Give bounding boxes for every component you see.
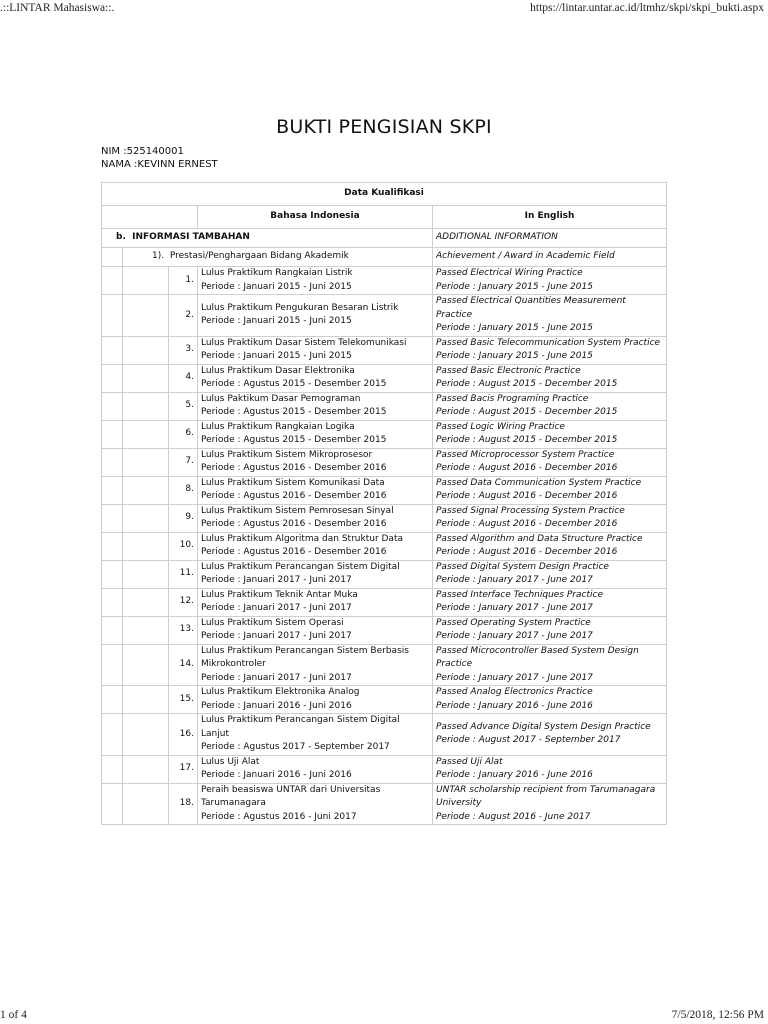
row-number: 1. — [169, 267, 198, 295]
table-row — [102, 532, 667, 560]
row-english — [433, 644, 667, 686]
achievement-period-en: Periode : January 2015 - June 2015 — [436, 351, 593, 361]
achievement-period-en: Periode : August 2015 - December 2015 — [436, 435, 618, 445]
table-caption: Data Kualifikasi — [102, 183, 667, 206]
table-row — [102, 448, 667, 476]
row-indonesian — [198, 714, 433, 756]
achievement-period-id: Periode : Januari 2017 - Juni 2017 — [201, 575, 352, 585]
blank-cell — [102, 714, 123, 756]
achievement-title-id: Lulus Uji Alat — [201, 756, 260, 767]
subsection-label-en: Achievement / Award in Academic Field — [433, 248, 667, 267]
blank-cell — [123, 560, 169, 588]
student-nim: NIM :525140001 — [101, 146, 184, 157]
page-url: https://lintar.untar.ac.id/ltmhz/skpi/skpi_bukti.aspx — [530, 2, 764, 14]
achievement-title-en: Passed Algorithm and Data Structure Practice — [436, 533, 643, 544]
row-english — [433, 420, 667, 448]
achievement-title-en: Passed Data Communication System Practice — [436, 477, 642, 488]
blank-cell — [123, 295, 169, 337]
achievement-period-en: Periode : August 2016 - December 2016 — [436, 491, 618, 501]
row-number: 3. — [169, 336, 198, 364]
blank-cell — [123, 714, 169, 756]
achievement-title-en: Passed Logic Wiring Practice — [436, 421, 565, 432]
table-row — [102, 420, 667, 448]
achievement-period-id: Periode : Agustus 2016 - Desember 2016 — [201, 491, 387, 501]
blank-cell — [102, 504, 123, 532]
table-row — [102, 476, 667, 504]
section-label-en: ADDITIONAL INFORMATION — [433, 229, 667, 248]
blank-cell — [102, 532, 123, 560]
achievement-period-id: Periode : Januari 2017 - Juni 2017 — [201, 603, 352, 613]
row-indonesian — [198, 560, 433, 588]
achievement-title-id: Lulus Praktikum Sistem Pemrosesan Sinyal — [201, 505, 394, 516]
blank-cell — [102, 336, 123, 364]
table-row — [102, 295, 667, 337]
table-caption-row — [102, 183, 667, 206]
table-row — [102, 588, 667, 616]
blank-cell — [102, 420, 123, 448]
blank-cell — [123, 420, 169, 448]
blank-cell — [123, 588, 169, 616]
row-english — [433, 295, 667, 337]
section-title — [102, 229, 433, 248]
row-indonesian — [198, 686, 433, 714]
page-title: .::LINTAR Mahasiswa::. — [0, 2, 115, 14]
achievement-period-id: Periode : Januari 2017 - Juni 2017 — [201, 672, 352, 683]
achievement-period-id: Periode : Januari 2017 - Juni 2017 — [201, 631, 352, 641]
row-english — [433, 686, 667, 714]
achievement-period-en: Periode : August 2017 - September 2017 — [436, 735, 621, 746]
table-row — [102, 392, 667, 420]
achievement-period-en: Periode : August 2015 - December 2015 — [436, 407, 618, 417]
row-number: 7. — [169, 448, 198, 476]
blank-cell — [123, 267, 169, 295]
table-row — [102, 686, 667, 714]
row-english — [433, 392, 667, 420]
achievement-period-en: Periode : January 2016 - June 2016 — [436, 700, 593, 711]
blank-cell — [102, 267, 123, 295]
achievement-period-en: Periode : August 2015 - December 2015 — [436, 379, 618, 389]
achievement-period-id: Periode : Agustus 2016 - Juni 2017 — [201, 811, 357, 822]
blank-cell — [123, 783, 169, 825]
achievement-period-id: Periode : Agustus 2015 - Desember 2015 — [201, 435, 387, 445]
row-english — [433, 616, 667, 644]
column-header-english: In English — [433, 206, 667, 229]
row-indonesian — [198, 783, 433, 825]
achievement-title-en: Passed Interface Techniques Practice — [436, 589, 603, 600]
column-header-indonesian: Bahasa Indonesia — [198, 206, 433, 229]
achievement-period-en: Periode : January 2017 - June 2017 — [436, 672, 593, 683]
row-indonesian — [198, 588, 433, 616]
achievement-title-id: Lulus Praktikum Sistem Komunikasi Data — [201, 477, 385, 488]
achievement-title-en: Passed Bacis Programing Practice — [436, 393, 589, 404]
achievement-title-id: Lulus Praktikum Sistem Operasi — [201, 617, 344, 628]
blank-cell — [102, 755, 123, 783]
subsection-label-id: Prestasi/Penghargaan Bidang Akademik — [169, 251, 349, 262]
achievement-title-id: Lulus Paktikum Dasar Pemograman — [201, 393, 361, 404]
header-spacer — [102, 206, 198, 229]
row-indonesian — [198, 336, 433, 364]
achievement-title-id: Lulus Praktikum Elektronika Analog — [201, 687, 360, 697]
achievement-period-id: Periode : Januari 2016 - Juni 2016 — [201, 700, 352, 711]
blank-cell — [123, 686, 169, 714]
achievement-title-id: Peraih beasiswa UNTAR dari Universitas Tarumanagara — [201, 784, 381, 808]
blank-cell — [123, 392, 169, 420]
section-label-id: INFORMASI TAMBAHAN — [132, 232, 250, 243]
achievement-period-id: Periode : Agustus 2016 - Desember 2016 — [201, 463, 387, 473]
achievement-title-en: Passed Electrical Wiring Practice — [436, 268, 583, 278]
row-english — [433, 267, 667, 295]
qualification-table-body — [102, 183, 667, 825]
achievement-period-en: Periode : January 2016 - June 2016 — [436, 770, 593, 780]
achievement-period-id: Periode : Januari 2016 - Juni 2016 — [201, 770, 352, 780]
achievement-title-en: Passed Uji Alat — [436, 756, 503, 767]
row-number: 2. — [169, 295, 198, 337]
achievement-title-id: Lulus Praktikum Teknik Antar Muka — [201, 589, 358, 600]
achievement-title-id: Lulus Praktikum Dasar Elektronika — [201, 365, 355, 376]
blank-cell — [102, 783, 123, 825]
achievement-title-en: Passed Operating System Practice — [436, 617, 591, 628]
blank-cell — [123, 616, 169, 644]
blank-cell — [123, 532, 169, 560]
achievement-title-en: UNTAR scholarship recipient from Tarumanagara University — [436, 784, 656, 808]
subsection-row — [102, 248, 667, 267]
achievement-period-en: Periode : August 2016 - December 2016 — [436, 519, 618, 529]
blank-cell — [102, 644, 123, 686]
row-english — [433, 336, 667, 364]
row-english — [433, 364, 667, 392]
blank-cell — [123, 504, 169, 532]
document-title: BUKTI PENGISIAN SKPI — [276, 116, 492, 138]
blank-cell — [123, 448, 169, 476]
achievement-period-en: Periode : August 2016 - June 2017 — [436, 811, 591, 822]
student-name: NAMA :KEVINN ERNEST — [101, 159, 218, 170]
blank-cell — [123, 644, 169, 686]
achievement-period-en: Periode : January 2015 - June 2015 — [436, 323, 593, 333]
qualification-table — [101, 182, 667, 825]
print-timestamp: 7/5/2018, 12:56 PM — [671, 1009, 764, 1021]
achievement-title-id: Lulus Praktikum Perancangan Sistem Digital — [201, 561, 400, 572]
blank-cell — [102, 248, 123, 267]
row-indonesian — [198, 616, 433, 644]
blank-cell — [102, 560, 123, 588]
table-row — [102, 560, 667, 588]
table-row — [102, 714, 667, 756]
table-header-row — [102, 206, 667, 229]
row-number: 11. — [169, 560, 198, 588]
achievement-period-id: Periode : Agustus 2016 - Desember 2016 — [201, 519, 387, 529]
row-english — [433, 532, 667, 560]
table-row — [102, 336, 667, 364]
table-row — [102, 755, 667, 783]
blank-cell — [102, 616, 123, 644]
achievement-title-id: Lulus Praktikum Rangkaian Listrik — [201, 268, 353, 278]
row-english — [433, 504, 667, 532]
achievement-title-en: Passed Analog Electronics Practice — [436, 687, 593, 697]
achievement-title-en: Passed Microcontroller Based System Design Practice — [436, 645, 639, 669]
row-indonesian — [198, 504, 433, 532]
achievement-period-en: Periode : August 2016 - December 2016 — [436, 547, 618, 557]
row-number: 8. — [169, 476, 198, 504]
table-row — [102, 267, 667, 295]
achievement-period-id: Periode : Agustus 2017 - September 2017 — [201, 742, 390, 752]
achievement-title-en: Passed Signal Processing System Practice — [436, 505, 625, 516]
blank-cell — [102, 476, 123, 504]
row-indonesian — [198, 392, 433, 420]
row-number: 4. — [169, 364, 198, 392]
achievement-title-en: Passed Advance Digital System Design Practice — [436, 721, 651, 732]
row-english — [433, 448, 667, 476]
row-english — [433, 755, 667, 783]
row-english — [433, 714, 667, 756]
blank-cell — [123, 476, 169, 504]
row-indonesian — [198, 364, 433, 392]
row-indonesian — [198, 476, 433, 504]
achievement-period-en: Periode : January 2017 - June 2017 — [436, 603, 593, 613]
achievement-title-id: Lulus Praktikum Pengukuran Besaran Listrik — [201, 302, 399, 313]
achievement-title-en: Passed Digital System Design Practice — [436, 561, 609, 572]
achievement-title-en: Passed Basic Telecommunication System Practice — [436, 337, 661, 348]
achievement-period-id: Periode : Agustus 2016 - Desember 2016 — [201, 547, 387, 557]
row-indonesian — [198, 448, 433, 476]
achievement-period-id: Periode : Januari 2015 - Juni 2015 — [201, 316, 352, 327]
table-row — [102, 504, 667, 532]
section-marker: b. — [116, 232, 126, 243]
achievement-title-id: Lulus Praktikum Algoritma dan Struktur Data — [201, 533, 403, 544]
row-indonesian — [198, 532, 433, 560]
blank-cell — [123, 755, 169, 783]
row-english — [433, 560, 667, 588]
blank-cell — [102, 588, 123, 616]
table-row — [102, 616, 667, 644]
table-row — [102, 364, 667, 392]
achievement-period-id: Periode : Agustus 2015 - Desember 2015 — [201, 407, 387, 417]
row-number: 16. — [169, 714, 198, 756]
achievement-period-id: Periode : Agustus 2015 - Desember 2015 — [201, 379, 387, 389]
row-english — [433, 476, 667, 504]
row-number: 18. — [169, 783, 198, 825]
row-number: 10. — [169, 532, 198, 560]
achievement-period-en: Periode : August 2016 - December 2016 — [436, 463, 618, 473]
row-english — [433, 588, 667, 616]
row-number: 5. — [169, 392, 198, 420]
achievement-title-id: Lulus Praktikum Dasar Sistem Telekomunikasi — [201, 337, 407, 348]
achievement-period-id: Periode : Januari 2015 - Juni 2015 — [201, 351, 352, 361]
blank-cell — [123, 364, 169, 392]
row-number: 6. — [169, 420, 198, 448]
subsection-title — [123, 248, 433, 267]
blank-cell — [102, 295, 123, 337]
blank-cell — [123, 336, 169, 364]
row-number: 15. — [169, 686, 198, 714]
achievement-title-id: Lulus Praktikum Rangkaian Logika — [201, 421, 355, 432]
achievement-period-en: Periode : January 2015 - June 2015 — [436, 281, 593, 292]
blank-cell — [102, 392, 123, 420]
achievement-period-id: Periode : Januari 2015 - Juni 2015 — [201, 281, 352, 292]
achievement-title-en: Passed Basic Electronic Practice — [436, 365, 581, 376]
subsection-marker: 1). — [152, 251, 165, 262]
row-number: 17. — [169, 755, 198, 783]
table-row — [102, 783, 667, 825]
achievement-title-id: Lulus Praktikum Perancangan Sistem Berbasis Mikrokontroler — [201, 645, 409, 669]
row-indonesian — [198, 644, 433, 686]
achievement-title-id: Lulus Praktikum Perancangan Sistem Digital Lanjut — [201, 715, 400, 739]
table-row — [102, 644, 667, 686]
page-counter: 1 of 4 — [0, 1009, 27, 1021]
blank-cell — [102, 448, 123, 476]
row-indonesian — [198, 267, 433, 295]
blank-cell — [102, 364, 123, 392]
achievement-period-en: Periode : January 2017 - June 2017 — [436, 575, 593, 585]
achievement-title-en: Passed Electrical Quantities Measurement Practice — [436, 296, 626, 320]
row-number: 9. — [169, 504, 198, 532]
row-indonesian — [198, 755, 433, 783]
achievement-title-id: Lulus Praktikum Sistem Mikroprosesor — [201, 449, 373, 460]
section-row — [102, 229, 667, 248]
row-number: 13. — [169, 616, 198, 644]
achievement-period-en: Periode : January 2017 - June 2017 — [436, 631, 593, 641]
row-number: 12. — [169, 588, 198, 616]
row-number: 14. — [169, 644, 198, 686]
row-english — [433, 783, 667, 825]
blank-cell — [102, 686, 123, 714]
achievement-title-en: Passed Microprocessor System Practice — [436, 449, 615, 460]
row-indonesian — [198, 420, 433, 448]
row-indonesian — [198, 295, 433, 337]
